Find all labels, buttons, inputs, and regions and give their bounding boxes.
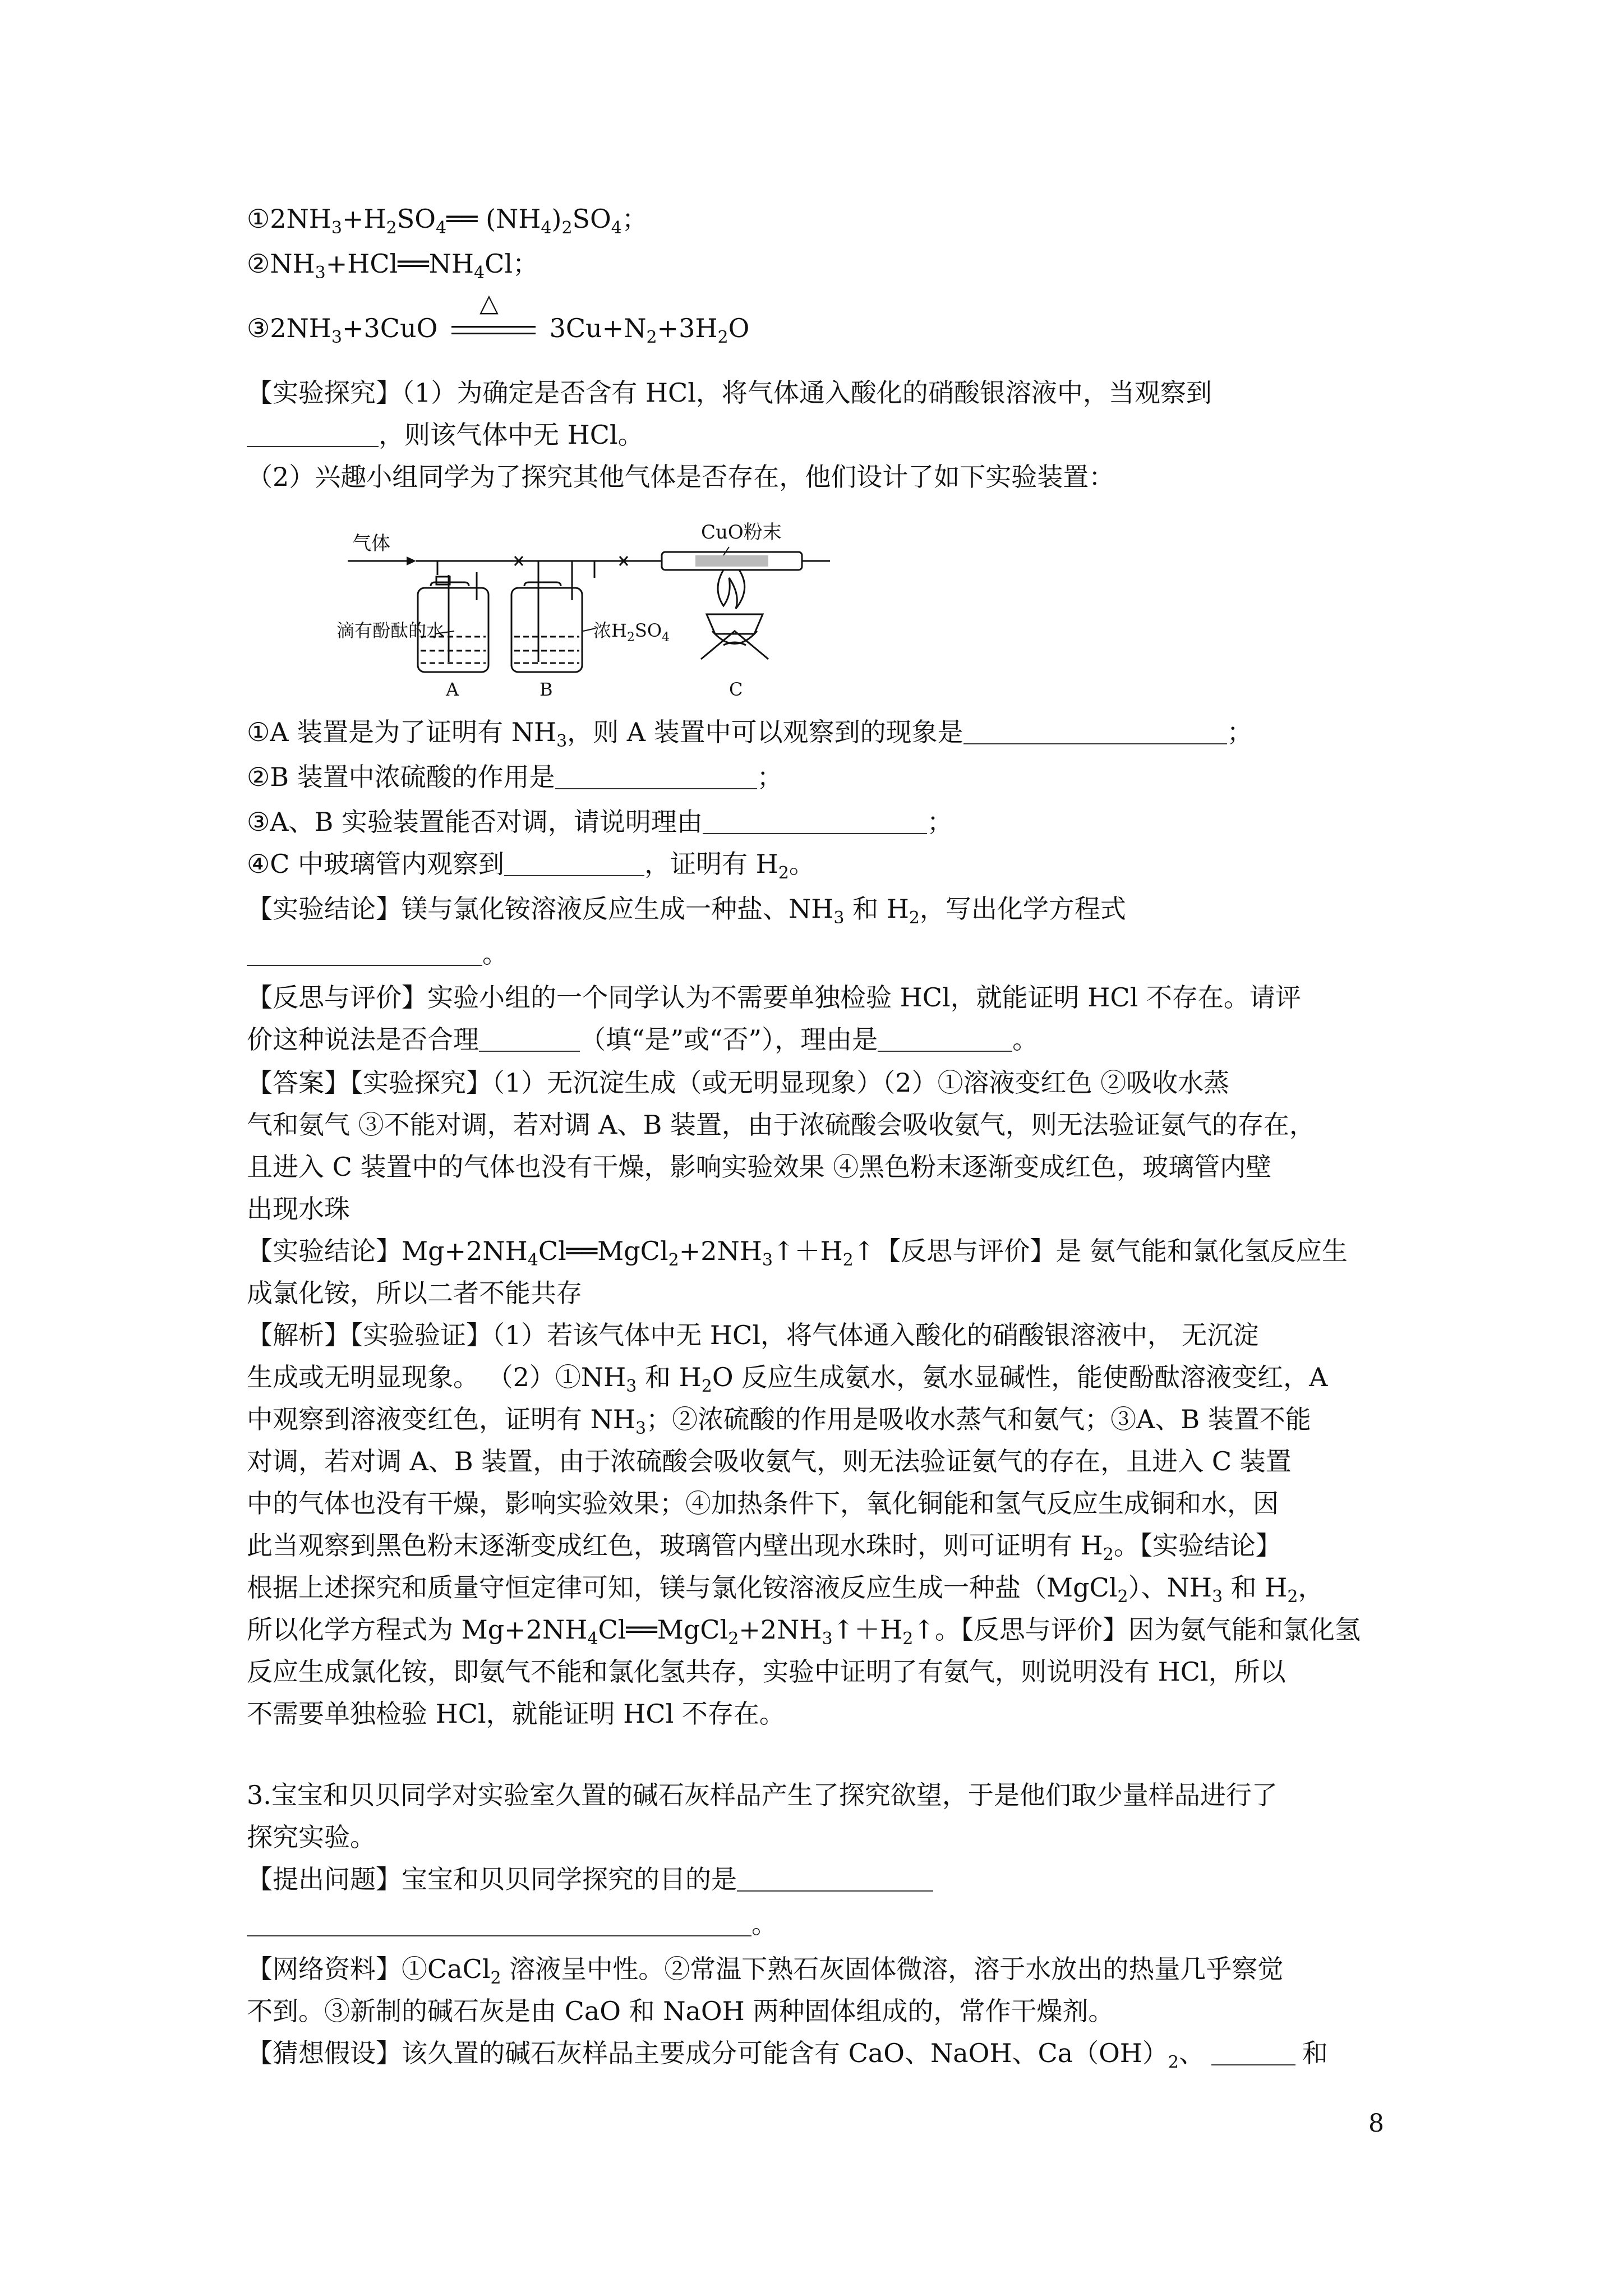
- cuo-powder-label: CuO粉末: [701, 521, 782, 544]
- experiment-apparatus-diagram: [336, 516, 852, 701]
- q3-line-5: 【网络资料】①CaCl$_2$ 溶液呈中性。②常温下熟石灰固体微溶，溶于水放出的热量几乎察觉: [247, 1954, 1284, 1989]
- conclusion-question: 【实验结论】镁与氯化铵溶液反应生成一种盐、$NH_3$ 和 $H_2$，写出化学方程式: [247, 894, 1126, 928]
- reflection-line-1: 【反思与评价】实验小组的一个同学认为不需要单独检验 HCl，就能证明 HCl 不存在。请评: [247, 982, 1301, 1013]
- page-number: 8: [1368, 2109, 1384, 2138]
- answer-blank[interactable]: [963, 721, 1227, 744]
- explore-line-3: （2）兴趣小组同学为了探究其他气体是否存在，他们设计了如下实验装置：: [247, 462, 1115, 492]
- alcohol-burner: [701, 570, 768, 659]
- answer-line-5: 【实验结论】$Mg+2NH_4Cl══MgCl_2+2NH_3↑+H_2↑$【反思与评价】是 氨气能和氯化氢反应生: [247, 1236, 1348, 1271]
- answer-line-6: 成氯化铵，所以二者不能共存: [247, 1278, 582, 1308]
- water-phenolphthalein-label: 滴有酚酞的水: [336, 620, 445, 641]
- conclusion-blank-line: 。: [247, 937, 1391, 970]
- reaction-1: $①2NH_3+H_2SO_4══$ $(NH_4)_2SO_4$；: [247, 204, 648, 238]
- answer-line-3: 且进入 C 装置中的气体也没有干燥，影响实验效果 ④黑色粉末逐渐变成红色，玻璃管内壁: [247, 1152, 1272, 1182]
- question-3: ③A、B 实验装置能否对调，请说明理由 ；: [247, 807, 953, 837]
- analysis-line-8: 所以化学方程式为 $Mg+2NH_4Cl══MgCl_2+2NH_3↑+H_2↑$。【反思与评价】因为氨气能和氯化氢: [247, 1614, 1361, 1649]
- reflection-line-2: 价这种说法是否合理 （填“是”或“否”），理由是 。: [247, 1024, 1039, 1055]
- answer-line-4: 出现水珠: [247, 1194, 350, 1224]
- q3-line-4: 。: [247, 1907, 1391, 1941]
- analysis-line-4: 对调，若对调 A、B 装置，由于浓硫酸会吸收氨气，则无法验证氨气的存在，且进入 C 装置: [247, 1446, 1292, 1476]
- answer-line-2: 气和氨气 ③不能对调，若对调 A、B 装置，由于浓硫酸会吸收氨气，则无法验证氨气的存在，: [247, 1110, 1315, 1140]
- answer-blank[interactable]: [703, 811, 927, 834]
- gas-label: 气体: [352, 532, 390, 555]
- question-2: ②B 装置中浓硫酸的作用是 ；: [247, 762, 783, 792]
- analysis-line-2: 生成或无明显现象。 $(2)①NH_3$ 和 $H_2O$ 反应生成氨水，氨水显碱性，能使酚酞溶液变红，A: [247, 1362, 1328, 1397]
- explore-line-1: 【实验探究】（1）为确定是否含有 HCl，将气体通入酸化的硝酸银溶液中，当观察到: [247, 378, 1212, 408]
- answer-blank[interactable]: [479, 1028, 580, 1052]
- reaction-3: $③2NH_3+3CuO$ △ $3Cu+N_2+3H_2O$: [247, 289, 750, 348]
- q3-line-2: 探究实验。: [247, 1822, 376, 1852]
- analysis-line-7: 根据上述探究和质量守恒定律可知，镁与氯化铵溶液反应生成一种盐（MgCl$_2$）、$NH_3$ 和 $H_2$，: [247, 1572, 1324, 1607]
- bottle-b: [511, 561, 582, 672]
- analysis-line-3: 中观察到溶液变红色，证明有 $NH_3$；②浓硫酸的作用是吸收水蒸气和氨气；③A、B 装置不能: [247, 1404, 1311, 1439]
- label-c: C: [729, 679, 743, 700]
- answer-blank[interactable]: [555, 766, 757, 789]
- analysis-line-6: 此当观察到黑色粉末逐渐变成红色，玻璃管内壁出现水珠时，则可证明有 $H_2$。【实验结论】: [247, 1530, 1281, 1565]
- glass-tube-c: [648, 547, 830, 570]
- q3-line-1: 3.宝宝和贝贝同学对实验室久置的碱石灰样品产生了探究欲望，于是他们取少量样品进行了: [247, 1780, 1278, 1810]
- label-b: B: [540, 679, 553, 700]
- reaction-2: $②NH_3+HCl══NH_4Cl$；: [247, 249, 539, 283]
- answer-blank[interactable]: [247, 424, 379, 447]
- q3-line-6: 不到。③新制的碱石灰是由 CaO 和 NaOH 两种固体组成的，常作干燥剂。: [247, 1996, 1114, 2026]
- answer-blank[interactable]: [878, 1028, 1012, 1052]
- question-1: ①A 装置是为了证明有 $NH_3$，则 A 装置中可以观察到的现象是 ；: [247, 717, 1253, 752]
- analysis-line-9: 反应生成氯化铵，即氨气不能和氯化氢共存，实验中证明了有氨气，则说明没有 HCl，所以: [247, 1657, 1286, 1687]
- q3-line-7: 【猜想假设】该久置的碱石灰样品主要成分可能含有 CaO、NaOH、$Ca(OH)_2$、 和: [247, 2038, 1328, 2073]
- answer-blank[interactable]: [247, 1913, 751, 1936]
- heating-equals-sign: △: [451, 319, 536, 342]
- answer-blank[interactable]: [1211, 2042, 1295, 2065]
- analysis-line-5: 中的气体也没有干燥，影响实验效果；④加热条件下，氧化铜能和氢气反应生成铜和水，因: [247, 1488, 1279, 1519]
- answer-blank[interactable]: [247, 942, 482, 966]
- answer-line-1: 【答案】【实验探究】（1）无沉淀生成（或无明显现象）（2）①溶液变红色 ②吸收水蒸: [247, 1068, 1230, 1098]
- analysis-line-10: 不需要单独检验 HCl，就能证明 HCl 不存在。: [247, 1699, 785, 1729]
- explore-line-2: ，则该气体中无 HCl。: [247, 418, 1391, 452]
- question-4: ④C 中玻璃管内观察到 ，证明有 $H_2$。: [247, 849, 815, 884]
- answer-blank[interactable]: [737, 1868, 933, 1892]
- q3-line-3: 【提出问题】宝宝和贝贝同学探究的目的是: [247, 1862, 1391, 1896]
- label-a: A: [446, 679, 459, 700]
- analysis-line-1: 【解析】【实验验证】（1）若该气体中无 HCl，将气体通入酸化的硝酸银溶液中， 无沉淀: [247, 1320, 1259, 1350]
- answer-blank[interactable]: [504, 853, 644, 876]
- conc-sulfuric-acid-label: 浓$H_2SO_4$: [593, 620, 670, 645]
